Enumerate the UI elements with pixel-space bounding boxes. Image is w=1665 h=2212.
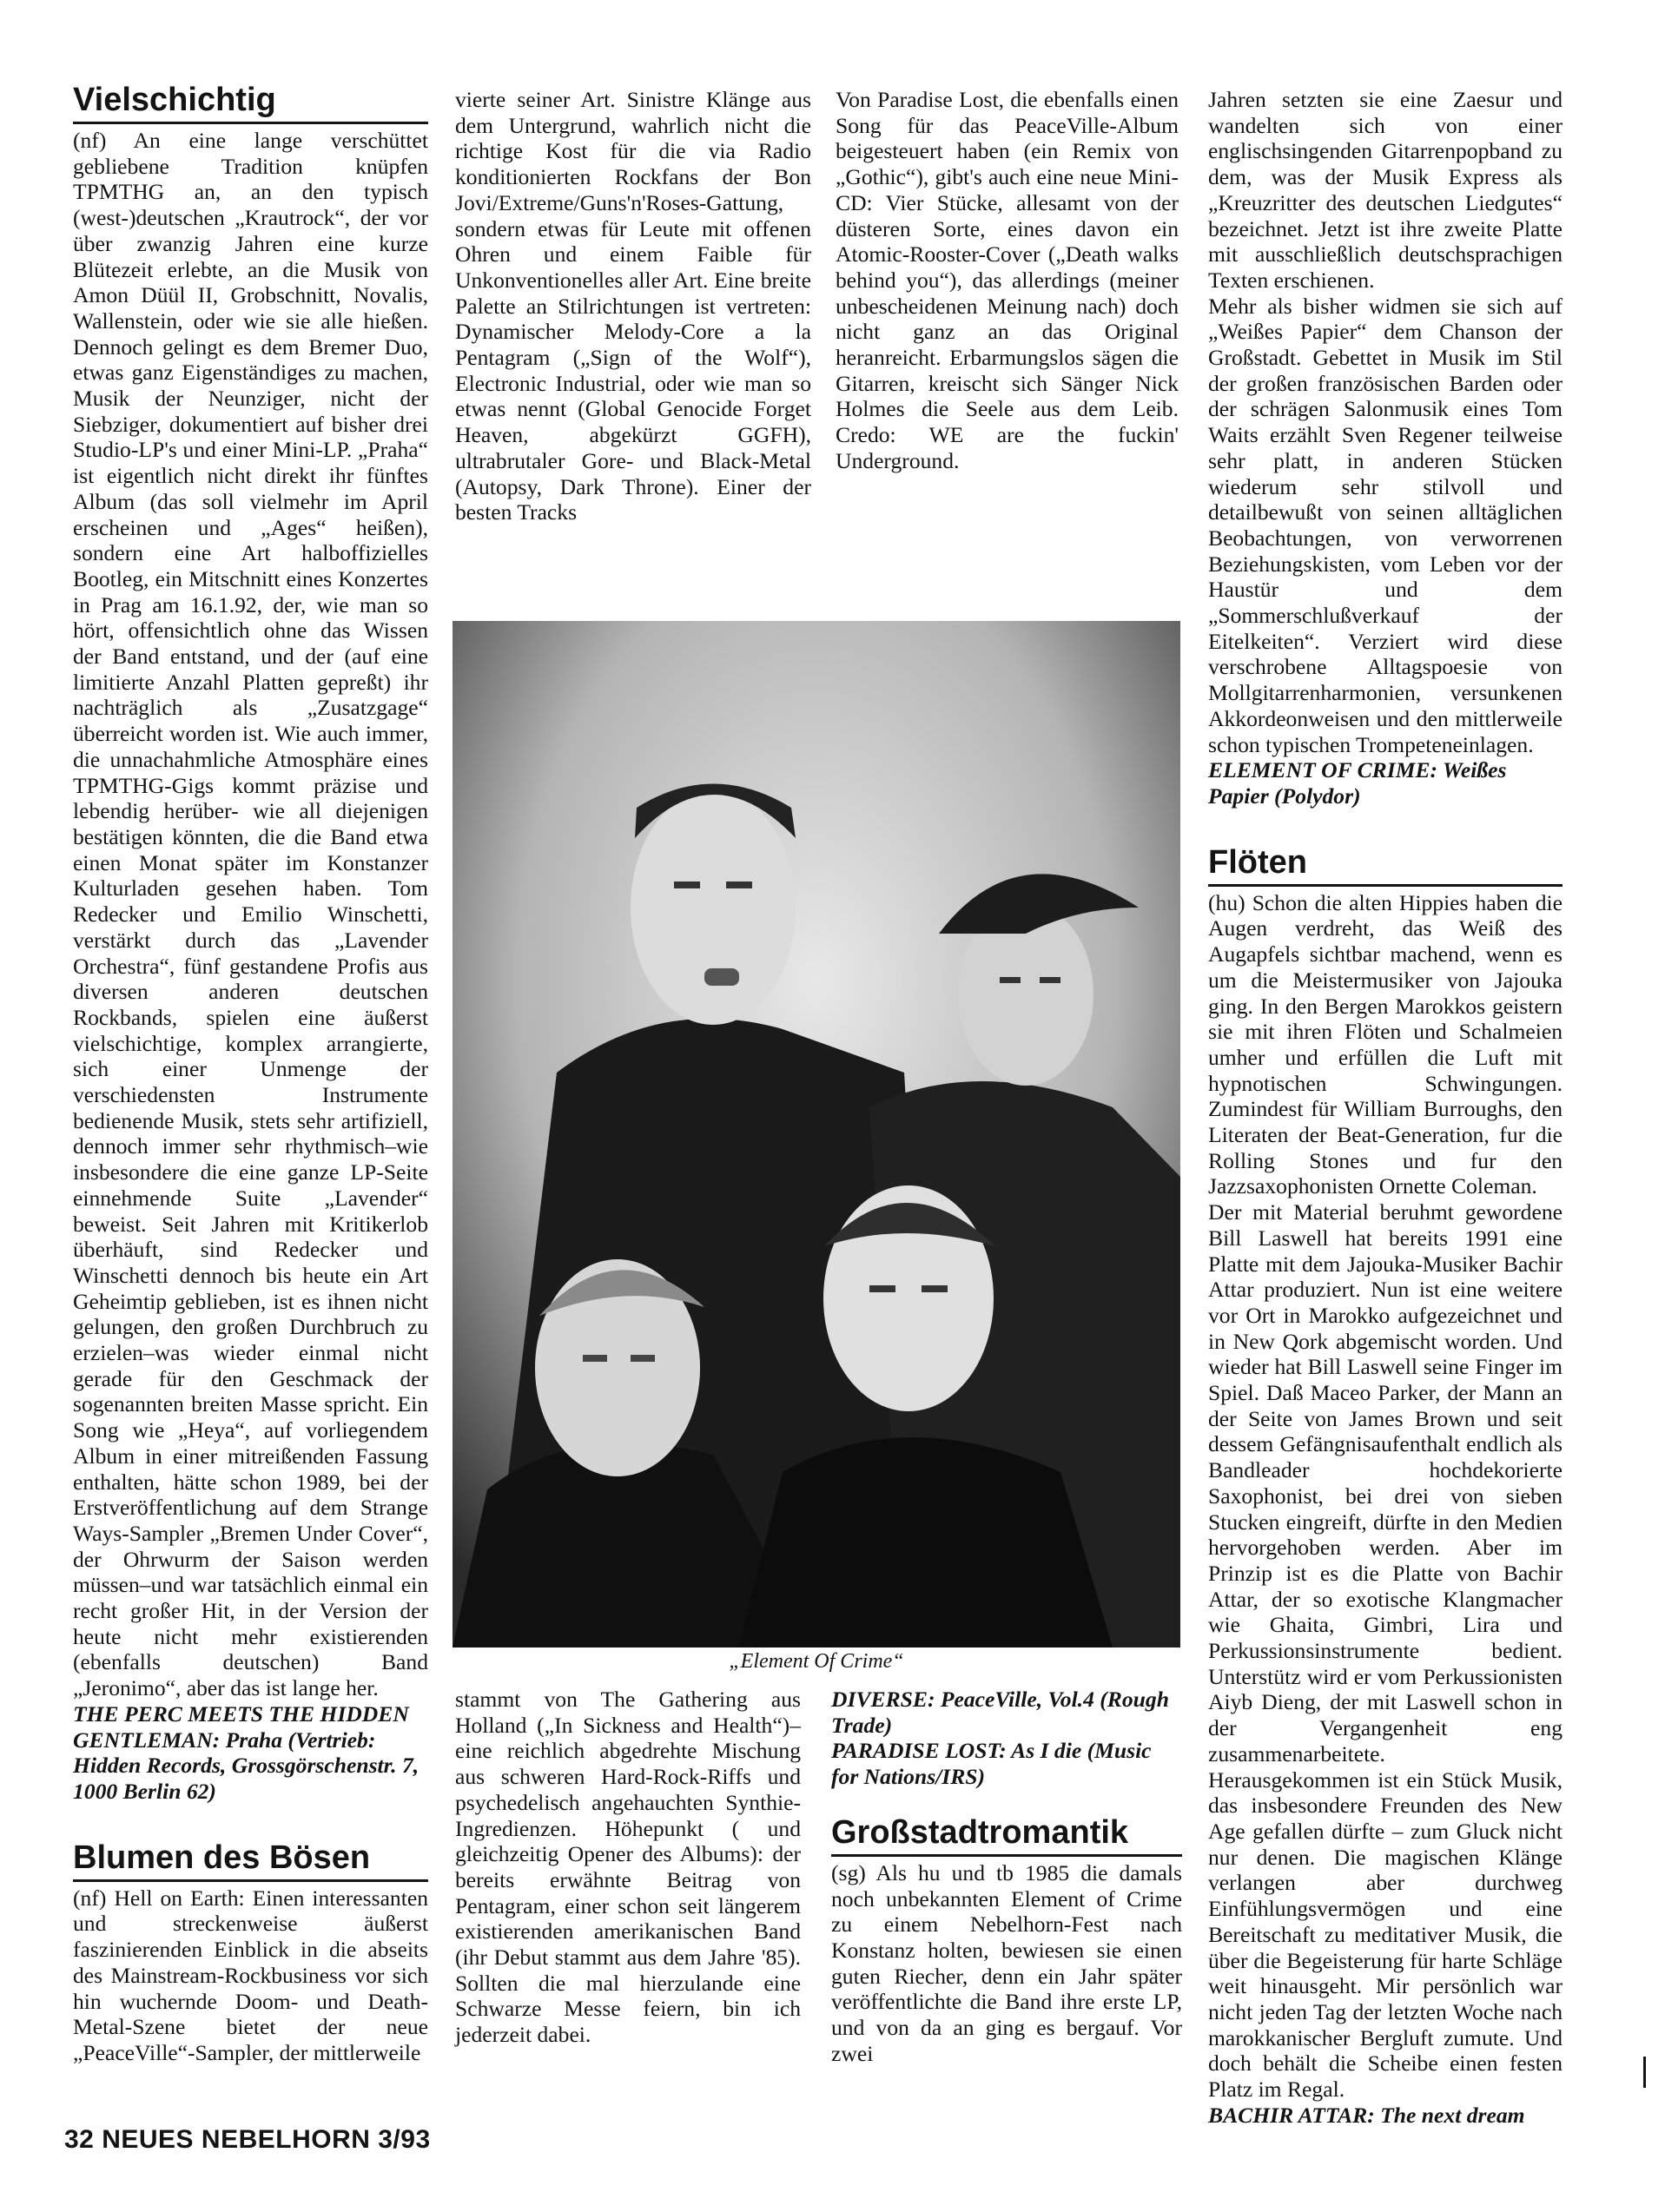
heading-vielschichtig: Vielschichtig: [73, 80, 428, 124]
article-body-vielschichtig: (nf) An eine lange verschüttet gebliebene Tradition knüpfen TPMTHG an, an den typisch (west-)deutschen „Krautrock“, der vor über zwanzig Jahren eine kurze Blütezeit erlebte, an die Musik von Amon Düül II, Grobschnitt, Novalis, Wallenstein, oder wie sie alle hießen. Dennoch gelingt es dem Bremer Duo, etwas ganz Eigenständiges zu machen, Musik der Neunziger, nicht der Siebziger, dokumentiert auf bisher drei Studio-LP's und einer Mini-LP. „Praha“ ist eigentlich nicht direkt ihr fünftes Album (das soll vielmehr im April erscheinen und „Ages“ heißen), sondern eine Art halboffizielles Bootleg, ein Mitschnitt eines Konzertes in Prag am 16.1.92, der, wie man so hört, offensichtlich ohne das Wissen der Band entstand, und der (auf eine limitierte Anzahl Platten gepreßt) ihr nachträglich als „Zusatzgage“ überreicht worden ist. Wie auch immer, die unnachahmliche Atmosphäre eines TPMTHG-Gigs kommt präzise und lebendig herüber- wie all diejenigen bestätigen könnten, die die Band etwa einen Monat später im Konstanzer Kulturladen gesehen haben. Tom Redecker und Emilio Winschetti, verstärkt durch das „Lavender Orchestra“, fünf gestandene Profis aus diversen anderen deutschen Rockbands, spielen eine äußerst vielschichtige, komplex arrangierte, sich einer Unmenge der verschiedensten Instrumente bedienende Musik, stets sehr artifiziell, dennoch immer sehr rhythmisch–wie insbesondere die eine ganze LP-Seite einnehmende Suite „Lavender“ beweist. Seit Jahren mit Kritikerlob überhäuft, sind Redecker und Winschetti dennoch bis heute ein Art Geheimtip geblieben, ist es ihnen nicht gelungen, den großen Durchbruch zu erzielen–was wieder einmal nicht gerade für den Geschmack der sogenannten breiten Masse spricht. Ein Song wie „Heya“, auf vorliegendem Album in einer mitreißenden Fassung enthalten, hätte schon 1989, bei der Erstveröffentlichung auf dem Strange Ways-Sampler „Bremen Under Cover“, der Ohrwurm der Saison werden müssen–und war tatsächlich einmal ein recht großer Hit, in der Version der heute nicht mehr existierenden (ebenfalls deutschen) Band „Jeronimo“, aber das ist lange her.: [73, 128, 428, 1701]
column-2-bottom: [455, 1687, 801, 2048]
article-body-grossstadt-1: (sg) Als hu und tb 1985 die damals noch unbekannten Element of Crime zu einem Nebelhorn-Fest nach Konstanz holten, bewiesen sie einen guten Riecher, denn ein Jahr später veröffentlichte die Band ihre erste LP, und von da an ging es bergauf. Vor zwei: [831, 1859, 1182, 2066]
article-body-blumen-3: Von Paradise Lost, die ebenfalls einen Song für das PeaceVille-Album beigesteuert haben (ein Remix von „Gothic“), gibt's auch eine neue Mini-CD: Vier Stücke, allesamt von der düsteren Sorte, eines davon ein Atomic-Rooster-Cover („Death walks behind you“), das allerdings (meiner unbescheidenen Meinung nach) doch nicht ganz an das Original heranreicht. Erbarmungslos sägen die Gitarren, kreischt sich Sänger Nick Holmes die Seele aus dem Leib. Credo: WE are the fuckin' Underground.: [836, 87, 1179, 473]
article-body-grossstadt-3: Mehr als bisher widmen sie sich auf „Weißes Papier“ dem Chanson der Großstadt. Gebettet in Musik im Stil der großen französischen Barden oder der schrägen Salonmusik eines Tom Waits erzählt Sven Regener teilweise sehr platt, in anderen Stücken wiederum sehr stilvoll und detailbewußt von seinen alltäglichen Beobachtungen, von verworrenen Beziehungskisten, vom Leben vor der Haustür und dem „Sommerschlußverkauf der Eitelkeiten“. Verziert wird diese verschrobene Alltagspoesie von Mollgitarrenharmonien, versunkenen Akkordeonweisen und den mittlerweile schon typischen Trompeteneinlagen.: [1208, 293, 1563, 757]
credit-element-of-crime: ELEMENT OF CRIME: Weißes Papier (Polydor): [1208, 757, 1507, 809]
article-body-blumen-1: (nf) Hell on Earth: Einen interessanten und streckenweise äußerst faszinierenden Einblick in die abseits des Mainstream-Rockbusiness vor sich hin wuchernde Doom- und Death-Metal-Szene bietet der neue „PeaceVille“-Sampler, der mittlerweile: [73, 1885, 428, 2065]
credit-diverse: DIVERSE: PeaceVille, Vol.4 (Rough Trade): [831, 1687, 1169, 1738]
column-3-bottom: [831, 1687, 1182, 2066]
column-4: [1208, 87, 1563, 2128]
page-footer: 32 NEUES NEBELHORN 3/93: [64, 2125, 431, 2154]
article-body-grossstadt-2: Jahren setzten sie eine Zaesur und wandelten sich von einer englischsingenden Gitarrenpopband zu dem, was der Musik Express als „Kreuzritter des deutschen Liedgutes“ bezeichnet. Jetzt ist ihre zweite Platte mit ausschließlich deutschsprachigen Texten erschienen.: [1208, 87, 1563, 293]
heading-blumen: Blumen des Bösen: [73, 1838, 428, 1882]
heading-grossstadt: Großstadtromantik: [831, 1813, 1182, 1857]
article-body-floeten-1: (hu) Schon die alten Hippies haben die Augen verdreht, das Weiß des Augapfels sichtbar machend, wenn es um die Meistermusiker von Jajouka ging. In den Bergen Marokkos geistern sie mit ihren Flöten und Schalmeien umher und erfüllen die Luft mit hypnotischen Schwingungen. Zumindest für William Burroughs, den Literaten der Beat-Generation, fur die Rolling Stones und fur den Jazzsaxophonisten Ornette Coleman.: [1208, 889, 1563, 1199]
column-3-top: [836, 87, 1179, 474]
edge-mark: [1643, 2057, 1646, 2088]
heading-floeten: Flöten: [1208, 842, 1563, 887]
article-body-floeten-3: Herausgekommen ist ein Stück Musik, das insbesondere Freunden des New Age gefallen dürfte – zum Gluck nicht nur denen. Die magischen Klänge verlangen aber durchweg Einfühlungsvermögen und eine Bereitschaft zu meditativer Musik, die über die Begeisterung für harte Schläge weit hinausgeht. Mir persönlich war nicht jeden Tag der letzten Woche nach marokkanischer Bergluft zumute. Und doch behält die Scheibe einen festen Platz im Regal.: [1208, 1766, 1563, 2103]
credit-tpmthg: THE PERC MEETS THE HIDDEN GENTLEMAN: Praha (Vertrieb: Hidden Records, Grossgörschenstr. 7, 1000 Berlin 62): [73, 1700, 420, 1804]
column-2-top: [455, 87, 811, 525]
credit-paradise-lost: PARADISE LOST: As I die (Music for Nations/IRS): [831, 1738, 1152, 1790]
article-body-blumen-2: stammt von The Gathering aus Holland („In Sickness and Health“)–eine reichlich abgedrehte Mischung aus schweren Hard-Rock-Riffs und psychedelisch angehauchten Synthie-Ingredienzen. Höhepunkt ( und gleichzeitig Opener des Albums): der bereits erwähnte Beitrag von Pentagram, einer schon seit längerem existierenden amerikanischen Band (ihr Debut stammt aus dem Jahre '85). Sollten die mal hierzulande eine Schwarze Messe feiern, bin ich jederzeit dabei.: [455, 1687, 801, 2048]
article-body-floeten-2: Der mit Material beruhmt gewordene Bill Laswell hat bereits 1991 eine Platte mit dem Jajouka-Musiker Bachir Attar produziert. Nun ist eine weitere vor Ort in Marokko aufgezeichnet und in New Qork abgemischt worden. Und wieder hat Bill Laswell seine Finger im Spiel. Daß Maceo Parker, der Mann an der Seite von James Brown und seit dessem Gefängnisaufenthalt endlich als Bandleader hochdekorierte Saxophonist, bei drei von sieben Stucken eingreift, dürfte in den Medien hervorgehoben werden. Aber im Prinzip ist es die Platte von Bachir Attar, der so exotische Klangmacher wie Ghaita, Gimbri, Lira und Perkussionsinstrumente bedient. Unterstütz wird er vom Perkussionisten Aiyb Dieng, der mit Laswell schon in der Vergangenheit eng zusammenarbeitete.: [1208, 1199, 1563, 1766]
article-body-blumen-1-cont: vierte seiner Art. Sinistre Klänge aus dem Untergrund, wahrlich nicht die richtige Kost für die via Radio konditionierten Rockfans der Bon Jovi/Extreme/Guns'n'Roses-Gattung, sondern etwas für Leute mit offenen Ohren und einem Faible für Unkonventionelles aller Art. Eine breite Palette an Stilrichtungen ist vertreten: Dynamischer Melody-Core a la Pentagram („Sign of the Wolf“), Electronic Industrial, oder wie man so etwas nennt (Global Genocide Forget Heaven, abgekürzt GGFH), ultrabrutaler Gore- und Black-Metal (Autopsy, Dark Throne). Einer der besten Tracks: [455, 87, 811, 525]
credit-bachir-attar: BACHIR ATTAR: The next dream: [1208, 2102, 1525, 2128]
photo-caption: „Element Of Crime“: [729, 1650, 904, 1673]
column-1: [73, 80, 428, 2066]
band-photo: [453, 621, 1180, 1647]
